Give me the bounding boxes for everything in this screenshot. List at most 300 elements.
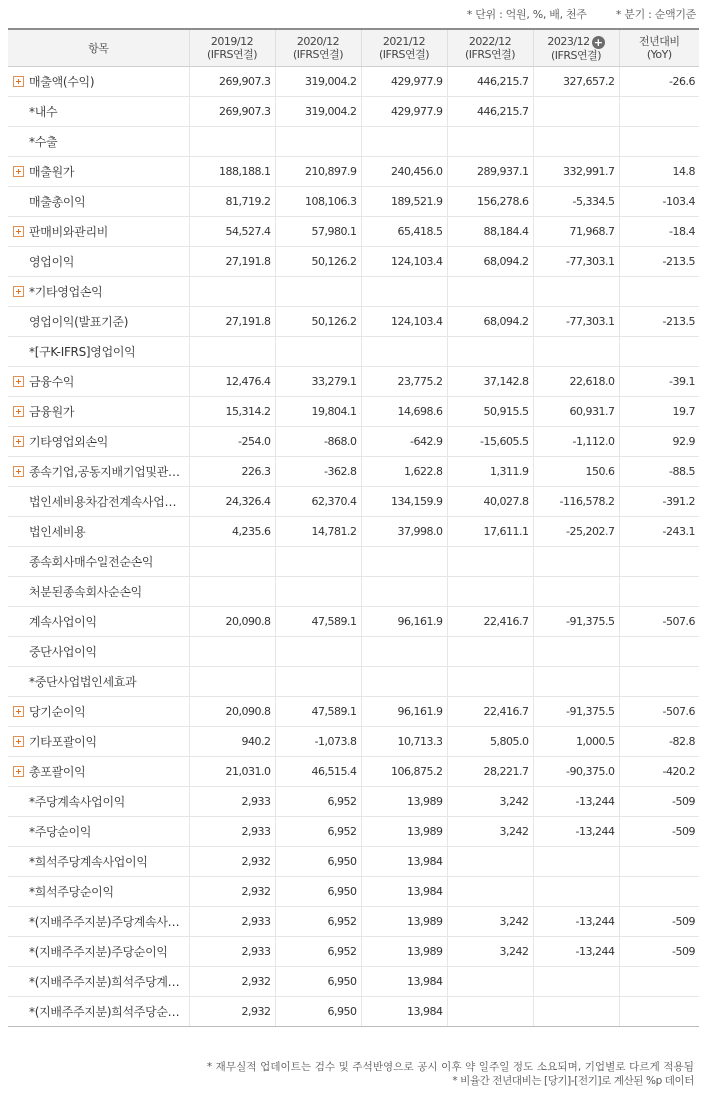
value-cell (189, 547, 275, 577)
table-row (8, 517, 699, 547)
value-cell: -13,244 (533, 907, 619, 937)
value-cell: 47,589.1 (275, 607, 361, 637)
row-label: 영업이익 (29, 255, 75, 269)
value-cell (275, 667, 361, 697)
value-cell (361, 577, 447, 607)
value-cell: -116,578.2 (533, 487, 619, 517)
yoy-cell: 92.9 (619, 427, 699, 457)
table-row (8, 397, 699, 427)
row-label-cell (8, 577, 189, 607)
row-label-cell[interactable] (8, 367, 189, 397)
table-row (8, 787, 699, 817)
value-cell: 940.2 (189, 727, 275, 757)
yoy-cell (619, 667, 699, 697)
value-cell: 13,989 (361, 907, 447, 937)
value-cell: 13,989 (361, 817, 447, 847)
yoy-cell (619, 967, 699, 997)
plus-square-icon[interactable] (13, 706, 24, 717)
value-cell: 13,989 (361, 937, 447, 967)
plus-square-icon[interactable] (13, 166, 24, 177)
row-label: *[구K-IFRS]영업이익 (29, 345, 136, 359)
plus-square-icon[interactable] (13, 466, 24, 477)
row-label-cell (8, 127, 189, 157)
value-cell: 240,456.0 (361, 157, 447, 187)
value-cell: 28,221.7 (447, 757, 533, 787)
value-cell: 68,094.2 (447, 307, 533, 337)
value-cell: 4,235.6 (189, 517, 275, 547)
header-row (8, 29, 699, 67)
value-cell: 12,476.4 (189, 367, 275, 397)
row-label: 금융원가 (29, 405, 75, 419)
value-cell: 1,622.8 (361, 457, 447, 487)
row-label-cell (8, 637, 189, 667)
value-cell: 446,215.7 (447, 67, 533, 97)
value-cell: 2,932 (189, 847, 275, 877)
table-row (8, 997, 699, 1027)
row-label: 기타영업외손익 (29, 435, 109, 449)
yoy-cell (619, 637, 699, 667)
table-row (8, 427, 699, 457)
value-cell: 13,984 (361, 967, 447, 997)
value-cell: -868.0 (275, 427, 361, 457)
column-header-2022 (447, 29, 533, 67)
table-row (8, 247, 699, 277)
plus-square-icon[interactable] (13, 76, 24, 87)
row-label-cell (8, 187, 189, 217)
yoy-cell: -391.2 (619, 487, 699, 517)
value-cell: 269,907.3 (189, 67, 275, 97)
column-basis: (IFRS연결) (378, 48, 430, 61)
column-year: 2022/12 (468, 35, 512, 48)
row-label-cell (8, 667, 189, 697)
yoy-cell (619, 337, 699, 367)
row-label-cell[interactable] (8, 67, 189, 97)
value-cell (533, 877, 619, 907)
value-cell (275, 547, 361, 577)
yoy-cell (619, 547, 699, 577)
row-label: 계속사업이익 (29, 615, 97, 629)
column-basis: (IFRS연결) (550, 48, 602, 62)
value-cell: 319,004.2 (275, 97, 361, 127)
value-cell: 96,161.9 (361, 697, 447, 727)
column-year: 2021/12 (382, 35, 426, 48)
value-cell: 57,980.1 (275, 217, 361, 247)
table-row (8, 277, 699, 307)
value-cell (361, 547, 447, 577)
row-label-cell[interactable] (8, 697, 189, 727)
row-label-cell[interactable] (8, 217, 189, 247)
yoy-cell: -509 (619, 937, 699, 967)
yoy-header (619, 29, 699, 67)
yoy-cell (619, 847, 699, 877)
table-row (8, 697, 699, 727)
value-cell (361, 337, 447, 367)
row-label-cell[interactable] (8, 277, 189, 307)
table-row (8, 457, 699, 487)
yoy-title: 전년대비 (638, 35, 680, 48)
value-cell: 50,126.2 (275, 307, 361, 337)
value-cell: -25,202.7 (533, 517, 619, 547)
row-label: *(지배주주지분)희석주당계… (29, 975, 180, 989)
row-label: 기타포괄이익 (29, 735, 97, 749)
row-label-cell (8, 517, 189, 547)
value-cell (533, 577, 619, 607)
value-cell: 332,991.7 (533, 157, 619, 187)
row-label-cell (8, 997, 189, 1027)
row-label-cell (8, 337, 189, 367)
value-cell: 2,933 (189, 907, 275, 937)
value-cell: 21,031.0 (189, 757, 275, 787)
value-cell: 14,781.2 (275, 517, 361, 547)
yoy-cell: -509 (619, 907, 699, 937)
table-row (8, 487, 699, 517)
yoy-cell: 14.8 (619, 157, 699, 187)
table-row (8, 547, 699, 577)
row-label-cell (8, 877, 189, 907)
table-row (8, 157, 699, 187)
value-cell: 289,937.1 (447, 157, 533, 187)
value-cell: 15,314.2 (189, 397, 275, 427)
table-row (8, 217, 699, 247)
row-label: *내수 (29, 105, 58, 119)
table-row (8, 127, 699, 157)
yoy-cell: -103.4 (619, 187, 699, 217)
yoy-cell (619, 577, 699, 607)
value-cell: -362.8 (275, 457, 361, 487)
plus-square-icon[interactable] (13, 376, 24, 387)
row-label: *기타영업손익 (29, 285, 103, 299)
column-header-2020 (275, 29, 361, 67)
value-cell: 429,977.9 (361, 97, 447, 127)
item-header: 항목 (8, 29, 189, 67)
value-cell: 189,521.9 (361, 187, 447, 217)
row-label-cell[interactable] (8, 457, 189, 487)
value-cell (361, 127, 447, 157)
row-label-cell (8, 787, 189, 817)
value-cell: 1,311.9 (447, 457, 533, 487)
value-cell (189, 337, 275, 367)
value-cell: 2,932 (189, 967, 275, 997)
value-cell: -1,112.0 (533, 427, 619, 457)
value-cell: 6,952 (275, 817, 361, 847)
table-row (8, 607, 699, 637)
plus-square-icon[interactable] (13, 736, 24, 747)
yoy-cell (619, 997, 699, 1027)
row-label: 판매비와관리비 (29, 225, 109, 239)
row-label: *수출 (29, 135, 58, 149)
unit-notes (0, 0, 706, 28)
unit-note: * 단위 : 억원, %, 배, 천주 (466, 8, 587, 21)
yoy-cell: 19.7 (619, 397, 699, 427)
row-label: *주당계속사업이익 (29, 795, 126, 809)
value-cell: 6,952 (275, 907, 361, 937)
value-cell: 210,897.9 (275, 157, 361, 187)
value-cell (447, 667, 533, 697)
row-label: *희석주당순이익 (29, 885, 114, 899)
value-cell (447, 277, 533, 307)
value-cell: 14,698.6 (361, 397, 447, 427)
value-cell: -91,375.5 (533, 607, 619, 637)
value-cell: 22,416.7 (447, 697, 533, 727)
row-label-cell (8, 937, 189, 967)
value-cell: 24,326.4 (189, 487, 275, 517)
row-label: 법인세비용차감전계속사업… (29, 495, 177, 509)
value-cell: -13,244 (533, 817, 619, 847)
row-label: 총포괄이익 (29, 765, 86, 779)
value-cell: -90,375.0 (533, 757, 619, 787)
value-cell: 2,932 (189, 877, 275, 907)
row-label: 중단사업이익 (29, 645, 97, 659)
yoy-cell: -507.6 (619, 607, 699, 637)
value-cell: 22,618.0 (533, 367, 619, 397)
row-label: 당기순이익 (29, 705, 86, 719)
yoy-cell: -420.2 (619, 757, 699, 787)
value-cell: -77,303.1 (533, 247, 619, 277)
value-cell: -254.0 (189, 427, 275, 457)
value-cell (447, 337, 533, 367)
value-cell (447, 637, 533, 667)
yoy-cell: -243.1 (619, 517, 699, 547)
yoy-cell: -18.4 (619, 217, 699, 247)
table-row (8, 97, 699, 127)
row-label: 종속회사매수일전순손익 (29, 555, 154, 569)
row-label-cell (8, 247, 189, 277)
value-cell: 319,004.2 (275, 67, 361, 97)
row-label: 영업이익(발표기준) (29, 315, 129, 329)
value-cell: -642.9 (361, 427, 447, 457)
row-label: *주당순이익 (29, 825, 92, 839)
plus-square-icon[interactable] (13, 436, 24, 447)
value-cell: 150.6 (533, 457, 619, 487)
value-cell: 106,875.2 (361, 757, 447, 787)
value-cell: 13,984 (361, 877, 447, 907)
table-row (8, 187, 699, 217)
value-cell (275, 277, 361, 307)
value-cell: 40,027.8 (447, 487, 533, 517)
value-cell: 6,952 (275, 787, 361, 817)
value-cell: 6,950 (275, 847, 361, 877)
value-cell (533, 847, 619, 877)
value-cell (447, 127, 533, 157)
row-label-cell[interactable] (8, 397, 189, 427)
yoy-cell: -88.5 (619, 457, 699, 487)
value-cell (447, 877, 533, 907)
value-cell (189, 127, 275, 157)
row-label: 종속기업,공동지배기업및관… (29, 465, 180, 479)
row-label-cell[interactable] (8, 157, 189, 187)
row-label-cell (8, 307, 189, 337)
value-cell (275, 577, 361, 607)
value-cell (533, 547, 619, 577)
value-cell: 13,989 (361, 787, 447, 817)
row-label-cell (8, 967, 189, 997)
value-cell: 134,159.9 (361, 487, 447, 517)
footnote-yoy: * 비율간 전년대비는 [당기]-[전기]로 계산된 %p 데이터 (452, 1075, 694, 1087)
yoy-cell (619, 877, 699, 907)
value-cell: 54,527.4 (189, 217, 275, 247)
column-header-2019 (189, 29, 275, 67)
yoy-subtitle: (YoY) (646, 48, 672, 61)
yoy-cell: -213.5 (619, 307, 699, 337)
table-row (8, 307, 699, 337)
value-cell: 46,515.4 (275, 757, 361, 787)
value-cell: 2,933 (189, 817, 275, 847)
value-cell: -15,605.5 (447, 427, 533, 457)
value-cell: 62,370.4 (275, 487, 361, 517)
value-cell: 47,589.1 (275, 697, 361, 727)
table-row (8, 877, 699, 907)
table-row (8, 577, 699, 607)
row-label-cell (8, 547, 189, 577)
plus-square-icon[interactable] (13, 766, 24, 777)
row-label: *(지배주주지분)주당순이익 (29, 945, 168, 959)
table-row (8, 337, 699, 367)
value-cell: 22,416.7 (447, 607, 533, 637)
value-cell: -1,073.8 (275, 727, 361, 757)
value-cell (533, 967, 619, 997)
value-cell: 81,719.2 (189, 187, 275, 217)
value-cell: -13,244 (533, 787, 619, 817)
value-cell (361, 637, 447, 667)
period-note: * 분기 : 순액기준 (615, 8, 696, 21)
footnotes (207, 1060, 694, 1088)
table-row (8, 367, 699, 397)
yoy-cell (619, 127, 699, 157)
value-cell: 96,161.9 (361, 607, 447, 637)
value-cell: 33,279.1 (275, 367, 361, 397)
row-label-cell[interactable] (8, 427, 189, 457)
value-cell: 6,950 (275, 877, 361, 907)
row-label: 처분된종속회사순손익 (29, 585, 142, 599)
value-cell: 20,090.8 (189, 607, 275, 637)
table-row (8, 727, 699, 757)
value-cell: 13,984 (361, 997, 447, 1027)
value-cell: 124,103.4 (361, 247, 447, 277)
value-cell: 108,106.3 (275, 187, 361, 217)
value-cell: 27,191.8 (189, 247, 275, 277)
column-year: 2020/12 (296, 35, 340, 48)
value-cell (189, 667, 275, 697)
table-row (8, 907, 699, 937)
row-label-cell (8, 607, 189, 637)
value-cell: 188,188.1 (189, 157, 275, 187)
value-cell: 2,932 (189, 997, 275, 1027)
value-cell: -13,244 (533, 937, 619, 967)
footnote-update: * 재무실적 업데이트는 검수 및 주석반영으로 공시 이후 약 일주일 정도 소요되며, 기업별로 다르게 적용됨 (206, 1061, 694, 1073)
plus-circle-icon[interactable]: + (592, 36, 605, 49)
value-cell: 269,907.3 (189, 97, 275, 127)
value-cell: 429,977.9 (361, 67, 447, 97)
value-cell: 60,931.7 (533, 397, 619, 427)
value-cell (447, 847, 533, 877)
value-cell: 124,103.4 (361, 307, 447, 337)
value-cell: 27,191.8 (189, 307, 275, 337)
row-label: *희석주당계속사업이익 (29, 855, 148, 869)
value-cell (361, 277, 447, 307)
row-label: 법인세비용 (29, 525, 86, 539)
value-cell: 10,713.3 (361, 727, 447, 757)
row-label: 매출총이익 (29, 195, 86, 209)
table-row (8, 967, 699, 997)
row-label-cell (8, 97, 189, 127)
row-label-cell[interactable] (8, 757, 189, 787)
table-row (8, 67, 699, 97)
value-cell (275, 127, 361, 157)
value-cell: 37,142.8 (447, 367, 533, 397)
value-cell: 20,090.8 (189, 697, 275, 727)
value-cell (533, 277, 619, 307)
value-cell: 3,242 (447, 787, 533, 817)
row-label: *(지배주주지분)주당계속사… (29, 915, 180, 929)
yoy-cell: -507.6 (619, 697, 699, 727)
yoy-cell: -213.5 (619, 247, 699, 277)
row-label-cell (8, 487, 189, 517)
column-year: 2019/12 (210, 35, 254, 48)
yoy-cell: -82.8 (619, 727, 699, 757)
value-cell: -77,303.1 (533, 307, 619, 337)
value-cell: 1,000.5 (533, 727, 619, 757)
value-cell: 19,804.1 (275, 397, 361, 427)
plus-square-icon[interactable] (13, 286, 24, 297)
value-cell: 6,952 (275, 937, 361, 967)
value-cell (189, 277, 275, 307)
value-cell (533, 637, 619, 667)
value-cell: 65,418.5 (361, 217, 447, 247)
value-cell: 2,933 (189, 937, 275, 967)
value-cell (275, 337, 361, 367)
row-label: *중단사업법인세효과 (29, 675, 137, 689)
yoy-cell (619, 277, 699, 307)
column-basis: (IFRS연결) (292, 48, 344, 61)
yoy-cell: -509 (619, 787, 699, 817)
column-basis: (IFRS연결) (206, 48, 258, 61)
table-row (8, 817, 699, 847)
row-label: 매출액(수익) (29, 75, 95, 89)
plus-square-icon[interactable] (13, 226, 24, 237)
value-cell (447, 997, 533, 1027)
value-cell: 23,775.2 (361, 367, 447, 397)
value-cell (447, 967, 533, 997)
value-cell (447, 577, 533, 607)
row-label-cell[interactable] (8, 727, 189, 757)
column-header-2023 (533, 29, 619, 67)
yoy-cell: -509 (619, 817, 699, 847)
value-cell: 226.3 (189, 457, 275, 487)
value-cell (533, 97, 619, 127)
row-label-cell (8, 817, 189, 847)
table-row (8, 637, 699, 667)
value-cell: 6,950 (275, 997, 361, 1027)
value-cell: 71,968.7 (533, 217, 619, 247)
value-cell: 68,094.2 (447, 247, 533, 277)
value-cell: 17,611.1 (447, 517, 533, 547)
plus-square-icon[interactable] (13, 406, 24, 417)
value-cell: 3,242 (447, 817, 533, 847)
financial-statement-table (8, 28, 699, 1027)
value-cell: 50,126.2 (275, 247, 361, 277)
yoy-cell (619, 97, 699, 127)
value-cell: 88,184.4 (447, 217, 533, 247)
value-cell (533, 997, 619, 1027)
value-cell (361, 667, 447, 697)
value-cell: 13,984 (361, 847, 447, 877)
value-cell (275, 637, 361, 667)
value-cell: 3,242 (447, 907, 533, 937)
value-cell: 327,657.2 (533, 67, 619, 97)
table-body (8, 67, 699, 1027)
value-cell: 156,278.6 (447, 187, 533, 217)
row-label: 금융수익 (29, 375, 75, 389)
